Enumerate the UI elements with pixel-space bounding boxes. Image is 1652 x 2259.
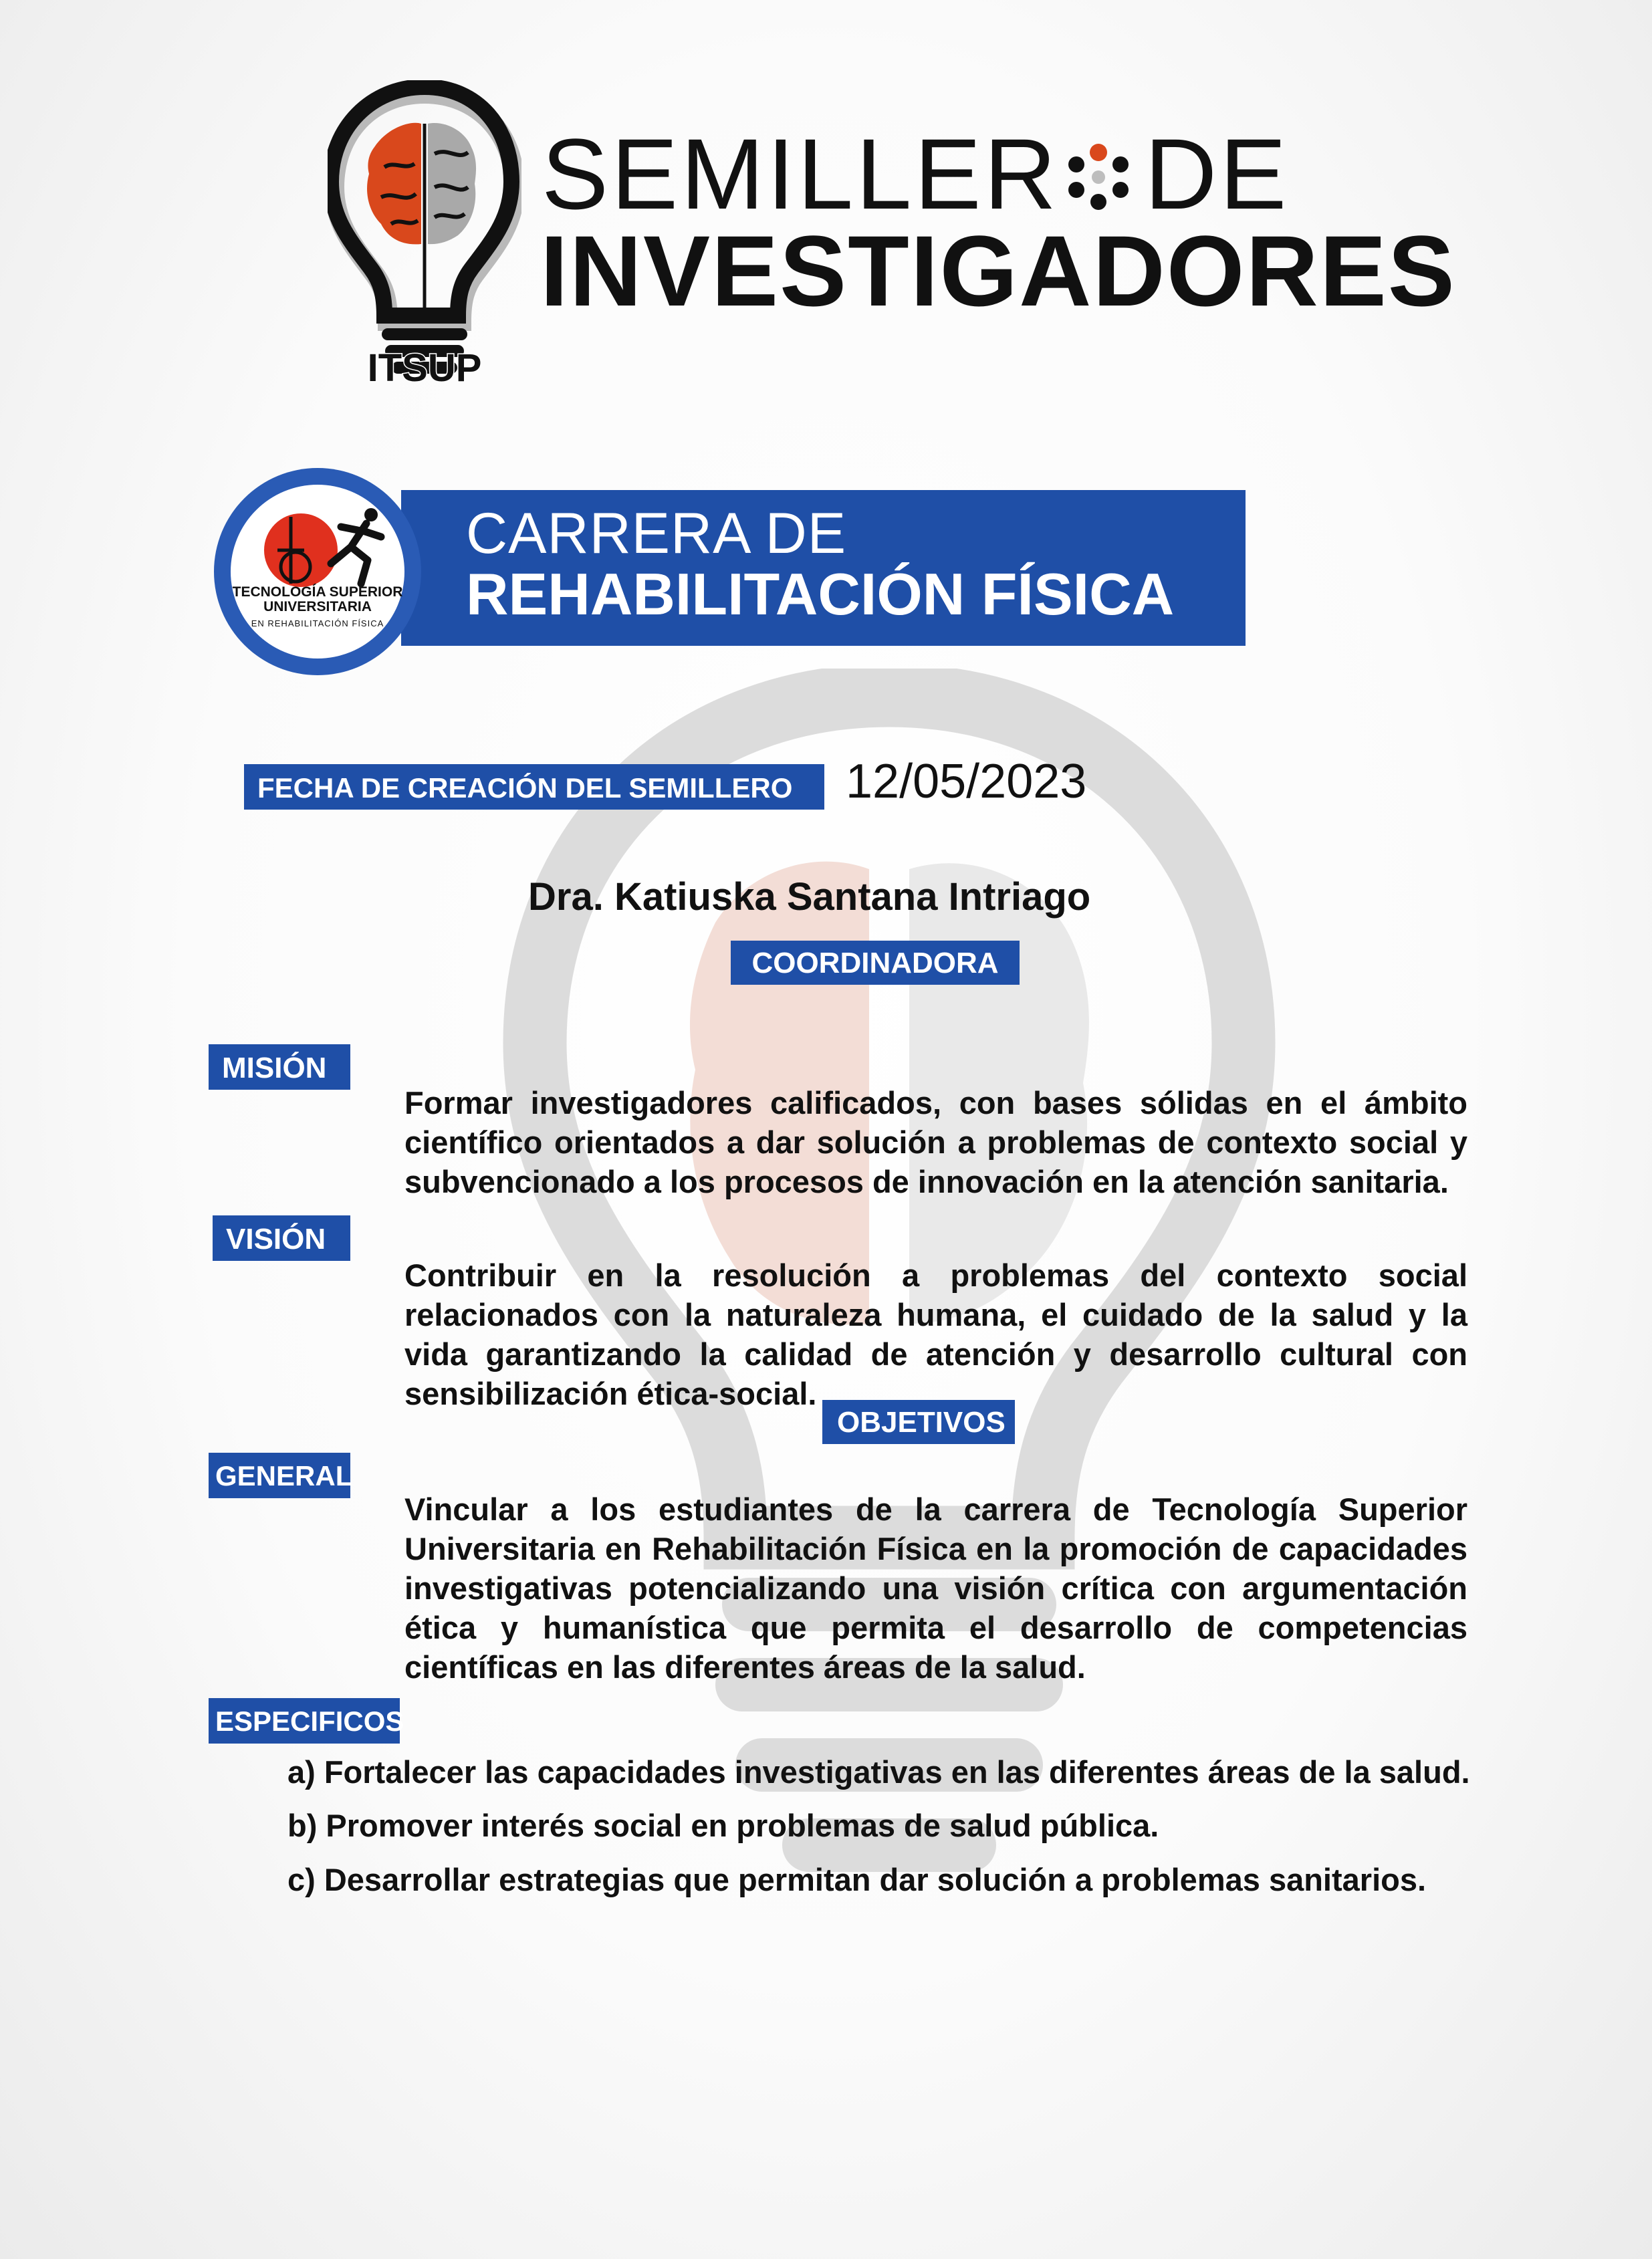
specific-objectives-label: ESPECIFICOS (209, 1698, 400, 1744)
brand-title-line1 (542, 118, 1290, 230)
brand-title-part2: DE (1144, 118, 1290, 230)
brand-title-line2: INVESTIGADORES (540, 215, 1456, 327)
specific-objective-item: b) Promover interés social en problemas de salud pública. (287, 1808, 1159, 1843)
objectives-label: OBJETIVOS (822, 1400, 1015, 1444)
specific-objective-item: c) Desarrollar estrategias que permitan dar solución a problemas sanitarios. (287, 1862, 1427, 1897)
creation-date-label: FECHA DE CREACIÓN DEL SEMILLERO (244, 764, 824, 810)
mission-text: Formar investigadores calificados, con bases sólidas en el ámbito científico orientados a dar solución a problemas de contexto social y subvencionado a los procesos de innovación en la atención sanitaria. (404, 1085, 1467, 1199)
mission-label: MISIÓN (209, 1044, 350, 1090)
creation-date-value: 12/05/2023 (846, 755, 1087, 808)
runner-rehabilitation-icon (254, 500, 391, 590)
brand-title-part1: SEMILLER (542, 118, 1059, 230)
badge-subtitle: EN REHABILITACIÓN FÍSICA (251, 618, 384, 628)
general-objective-label: GENERAL (209, 1453, 350, 1498)
itsup-logo-text: ITSUP (367, 346, 482, 390)
badge-title: TECNOLOGÍA SUPERIOR UNIVERSITARIA (232, 584, 403, 615)
vision-text: Contribuir en la resolución a problemas del contexto social relacionados con la naturaleza humana, el cuidado de la salud y la vida garantizando la calidad de atención y desarrollo cultural con sensibilización ética-social. (404, 1258, 1467, 1411)
seed-circle-icon (1062, 140, 1135, 214)
career-title-line1: CARRERA DE (466, 501, 847, 566)
semillero-lightbulb-logo-icon (328, 80, 521, 414)
specific-objective-item: a) Fortalecer las capacidades investigativas en las diferentes áreas de la salud. (287, 1754, 1470, 1790)
general-objective-text: Vincular a los estudiantes de la carrera de Tecnología Superior Universitaria en Rehabilitación Física en la promoción de capacidades investigativas potencializando una visión crítica con argumentación ética y humanística que permita el desarrollo de competencias científicas en las diferentes áreas de la salud. (404, 1492, 1467, 1685)
career-title-line2: REHABILITACIÓN FÍSICA (466, 561, 1175, 627)
vision-label: VISIÓN (213, 1215, 350, 1261)
coordinator-name: Dra. Katiuska Santana Intriago (528, 875, 1091, 919)
coordinator-role-badge: COORDINADORA (731, 941, 1020, 985)
